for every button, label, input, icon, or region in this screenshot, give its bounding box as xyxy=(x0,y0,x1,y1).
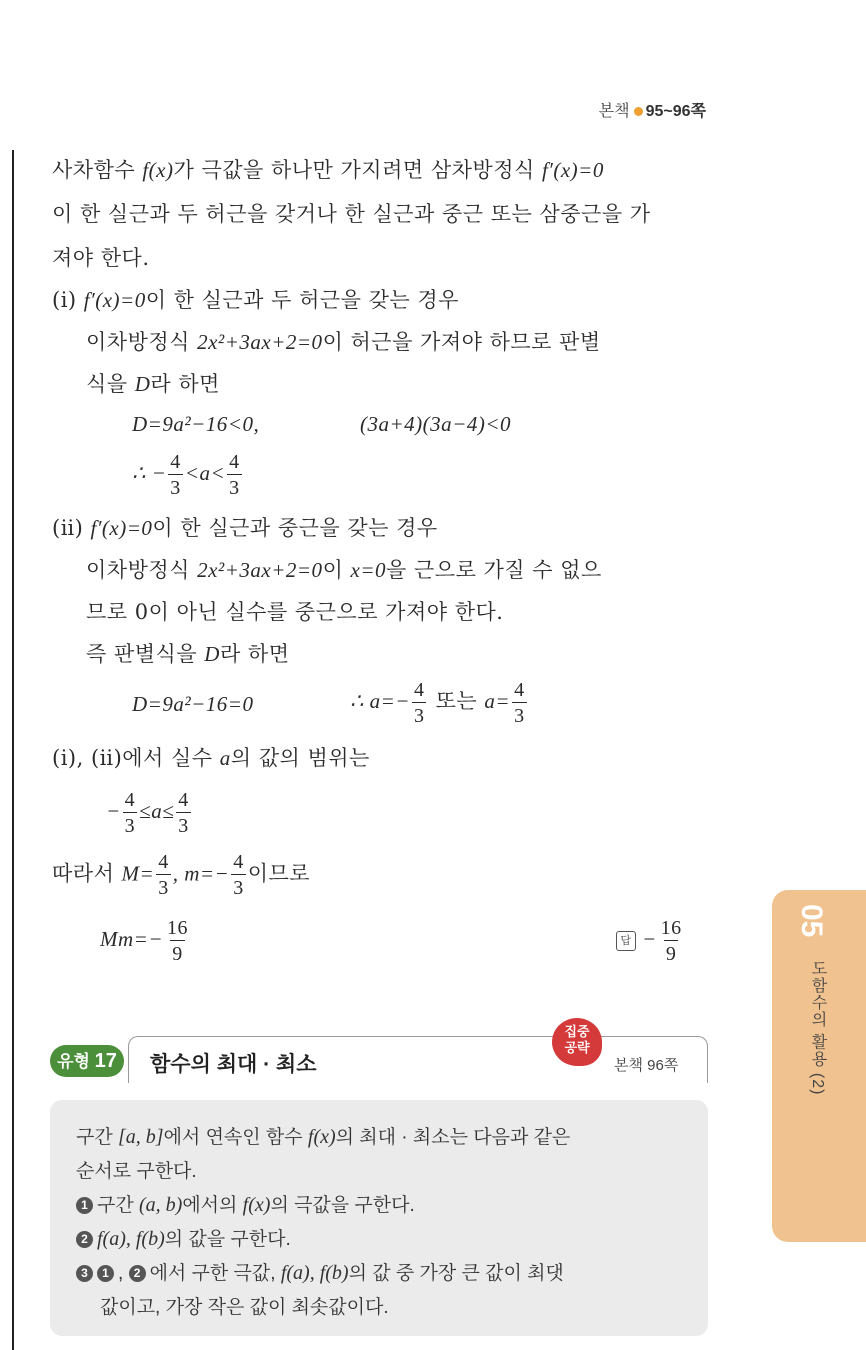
ref-2-icon: 2 xyxy=(129,1265,146,1282)
margin-rule xyxy=(12,150,14,1350)
page-range: 95~96쪽 xyxy=(645,103,706,120)
intro-line-2: 이 한 실근과 두 허근을 갖거나 한 실근과 중근 또는 삼중근을 가 xyxy=(52,202,651,226)
book-label: 본책 xyxy=(598,103,630,120)
combine-line: (ⅰ), (ⅱ)에서 실수 a의 값의 범위는 xyxy=(52,746,370,770)
case2-equation-1: D=9a²−16=0 xyxy=(132,692,254,716)
summary-step-1: 1 구간 (a, b)에서의 f(x)의 극값을 구한다. xyxy=(76,1190,415,1217)
focus-badge: 집중 공략 xyxy=(552,1018,602,1066)
range-result: − $\frac{4}{3}$ ≤a≤ $\frac{4}{3}$ xyxy=(106,789,189,837)
chapter-number: 05 xyxy=(795,904,828,938)
step-3-icon: 3 xyxy=(76,1265,93,1282)
type-title: 함수의 최대 · 최소 xyxy=(150,1053,317,1076)
intro-line-1: 사차함수 f(x)가 극값을 하나만 가지려면 삼차방정식 f′(x)=0 xyxy=(52,158,604,182)
bullet-dot-icon xyxy=(634,107,643,116)
type-badge: 유형 17 xyxy=(50,1045,124,1077)
case1-equation-1: D=9a²−16<0, xyxy=(132,412,260,436)
summary-line-1: 구간 [a, b]에서 연속인 함수 f(x)의 최대 · 최소는 다음과 같은 xyxy=(76,1126,571,1148)
type-page-ref: 본책 96쪽 xyxy=(614,1057,679,1074)
chapter-side-tab xyxy=(772,890,866,1242)
answer: 답 − $\frac{16}{9}$ xyxy=(616,918,686,964)
case1-heading: (ⅰ) f′(x)=0이 한 실근과 두 허근을 갖는 경우 xyxy=(52,288,459,312)
case2-line-1: 이차방정식 2x²+3ax+2=0이 x=0을 근으로 가질 수 없으 xyxy=(86,558,602,582)
summary-step-3: 3 1 , 2 에서 구한 극값, f(a), f(b)의 값 중 가장 큰 값이 최댓 xyxy=(76,1258,564,1285)
summary-line-2: 순서로 구한다. xyxy=(76,1161,197,1182)
case1-equation-2: (3a+4)(3a−4)<0 xyxy=(360,412,511,436)
final-line: 따라서 M= $\frac{4}{3}$ , m=− $\frac{4}{3}$ 이므로 xyxy=(52,851,311,899)
summary-step-2: 2 f(a), f(b)의 값을 구한다. xyxy=(76,1224,291,1251)
case2-line-3: 즉 판별식을 D라 하면 xyxy=(86,642,290,666)
intro-line-3: 져야 한다. xyxy=(52,246,150,270)
product-result: Mm=− $\frac{16}{9}$ xyxy=(100,917,189,965)
case2-line-2: 므로 0이 아닌 실수를 중근으로 가져야 한다. xyxy=(86,600,504,624)
case2-equation-2: ∴ a=− $\frac{4}{3}$ 또는 a= $\frac{4}{3}$ xyxy=(350,679,525,727)
case1-line-2: 식을 D라 하면 xyxy=(86,372,220,396)
chapter-title: 도함수의 활용 (2) xyxy=(809,960,826,1096)
page-reference xyxy=(599,98,706,121)
answer-icon: 답 xyxy=(616,931,636,951)
case2-heading: (ⅱ) f′(x)=0이 한 실근과 중근을 갖는 경우 xyxy=(52,516,438,540)
ref-1-icon: 1 xyxy=(97,1265,114,1282)
step-2-icon: 2 xyxy=(76,1231,93,1248)
case1-line-1: 이차방정식 2x²+3ax+2=0이 허근을 가져야 하므로 판별 xyxy=(86,330,601,354)
step-1-icon: 1 xyxy=(76,1197,93,1214)
case1-result: ∴ − $\frac{4}{3}$ <a< $\frac{4}{3}$ xyxy=(132,451,240,499)
summary-step-3-cont: 값이고, 가장 작은 값이 최솟값이다. xyxy=(100,1297,389,1318)
